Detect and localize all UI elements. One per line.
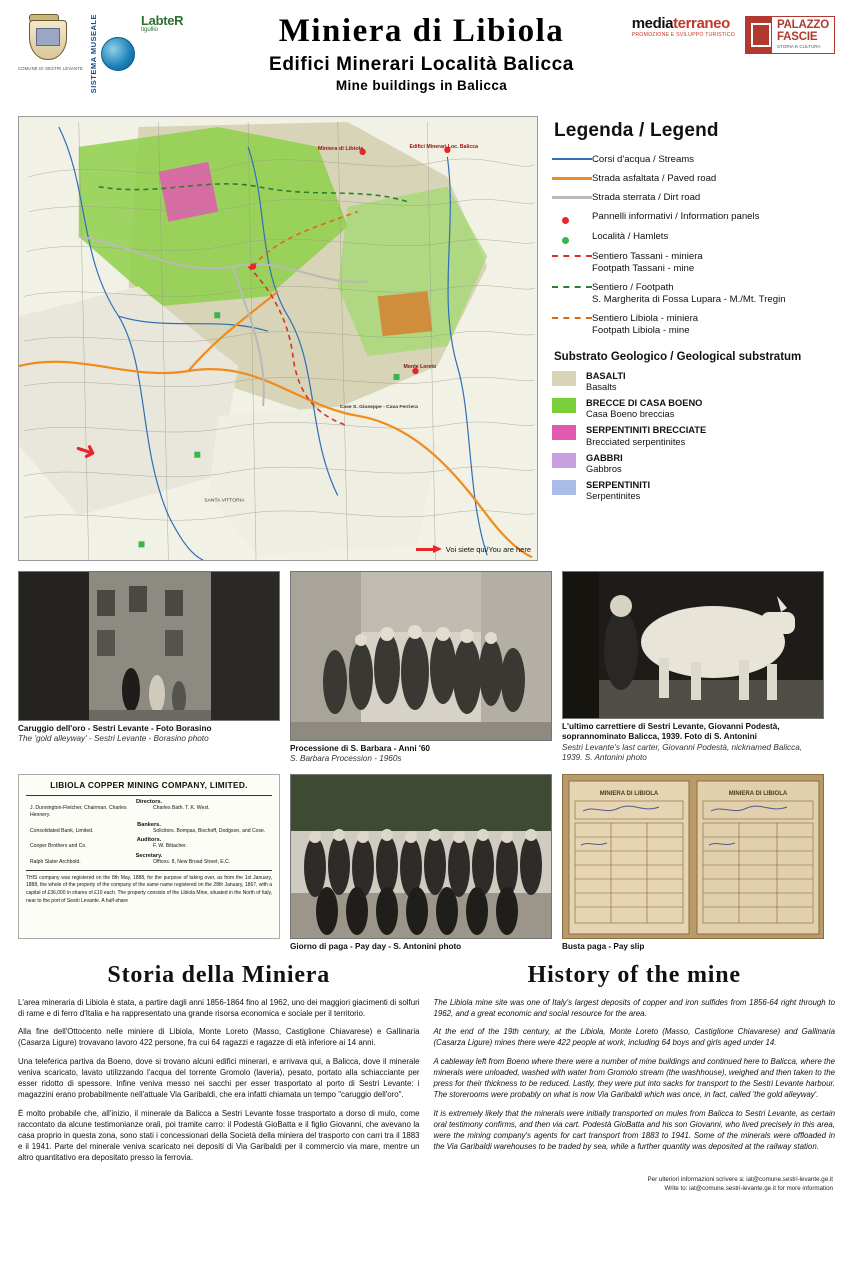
geo-swatch	[552, 453, 576, 468]
legend-item-paved-road	[552, 173, 835, 185]
photo-ultimo-carrettiere	[562, 571, 824, 765]
legend-label: Pannelli informativi / Information panels	[592, 210, 760, 222]
map-graphic	[19, 117, 537, 560]
mediaterraneo-tagline: PROMOZIONE E SVILUPPO TURISTICO	[631, 32, 735, 38]
labter-sublabel: tigullio	[141, 27, 159, 33]
palazzo-fascie-logo	[745, 16, 835, 54]
document-cell: F. W. Bittacher.	[153, 843, 187, 850]
history-paragraph: Una teleferica partiva da Boeno, dove si trovano alcuni edifici minerari, e arrivava qui, a Balicca, dove il minerale veniva scaricato, lavato utilizzando l'acqua del torrente Gromolo (laveria), pesato, portato alla schiacciante per esser ridotto di spessore. Infine veniva messo nei sacchi per esser trasportato al porto di Sestri Levante: i magazzini erano probabilmente nell'attuale Via Garibaldi, che era infatti chiamata un tempo "caruggio dell'oro".	[18, 1056, 420, 1100]
svg-text:MINIERA DI LIBIOLA: MINIERA DI LIBIOLA	[728, 790, 788, 797]
subtitle-italian: Edifici Minerari Località Balicca	[269, 53, 574, 75]
geo-label-it: BASALTI	[586, 370, 626, 381]
photo-row-top	[18, 571, 835, 765]
legend-label-it: Sentiero / Footpath	[592, 281, 674, 293]
geo-swatch	[552, 398, 576, 413]
palazzo-line1: PALAZZO	[776, 19, 829, 31]
caption-en: The 'gold alleyway' - Sestri Levante - Borasino photo	[18, 734, 209, 744]
geo-item-serpentinites	[552, 480, 835, 502]
document-cell: Cooper Brothers and Co.	[30, 843, 87, 850]
you-are-here-label: Voi siete qui/You are here	[445, 545, 531, 554]
geo-item-boeno-breccias	[552, 398, 835, 420]
poster-header	[18, 0, 835, 110]
globe-icon	[101, 37, 135, 71]
svg-text:Miniera di Libiola: Miniera di Libiola	[317, 145, 364, 152]
legend-label-it: Sentiero Libiola - miniera	[592, 312, 699, 324]
building-icon	[746, 17, 772, 53]
geo-item-gabbros	[552, 453, 835, 475]
history-section	[18, 960, 835, 1171]
geo-item-basalts	[552, 371, 835, 393]
mediaterraneo-logo	[632, 16, 735, 38]
geo-swatch	[552, 480, 576, 495]
caption-it: Busta paga - Pay slip	[562, 941, 645, 951]
caption-en: S. Barbara Procession - 1960s	[290, 754, 402, 764]
geo-label-en: Gabbros	[586, 463, 622, 474]
photo-giorno-di-paga	[290, 774, 552, 952]
palazzo-line2: FASCIE	[776, 30, 818, 43]
photo-caption	[562, 942, 824, 952]
photo-processione-s-barbara	[290, 571, 552, 765]
red-dashed-line-icon	[552, 251, 592, 257]
sistema-museale-logo	[89, 14, 135, 93]
photo-busta-paga	[562, 774, 824, 952]
legend-item-footpath-tassani	[552, 251, 835, 275]
geo-label-en: Serpentinites	[586, 491, 641, 502]
footer-line-en: Write to: iat@comune.sestri-levante.ge.it for more information	[664, 1184, 833, 1192]
photo-caption	[290, 744, 552, 765]
topographic-map	[18, 116, 538, 561]
svg-text:SANTA VITTORIA: SANTA VITTORIA	[204, 497, 245, 504]
svg-text:Monte Loreto: Monte Loreto	[403, 364, 437, 371]
history-column-english	[434, 960, 836, 1171]
legend-label-en: S. Margherita di Fossa Lupara - M./Mt. Tregin	[592, 293, 786, 305]
geo-label-en: Casa Boeno breccias	[586, 409, 675, 420]
document-scan	[18, 774, 280, 939]
document-cell: Charles Bath. T. K. West.	[153, 804, 210, 811]
document-section-head: Bankers.	[137, 821, 161, 828]
history-paragraph: At the end of the 19th century, at the Libiola, Monte Loreto (Masso, Castiglione Chiavarese) and Gallinaria (Casarza Ligure) mines there were 422 people at work, including 64 boys and girls aged under 14.	[433, 1027, 835, 1048]
document-cell: Solicitors. Bompas, Bischoff, Dodgson, and Coxe.	[153, 827, 266, 834]
document-cell: Consolidated Bank, Limited.	[30, 827, 94, 834]
document-libiola-copper-mining	[18, 774, 280, 939]
photo-row-bottom	[18, 774, 835, 952]
procession-photo-graphic	[291, 572, 552, 741]
caption-en: Sestri Levante's last carter, Giovanni Podestà, nicknamed Balicca, 1939. S. Antonini photo	[562, 742, 803, 762]
document-section-head: Directors.	[135, 798, 163, 805]
you-are-here-marker	[416, 545, 531, 554]
photo-caption	[18, 724, 280, 745]
document-cell: Ralph Slater Archbold.	[30, 859, 81, 866]
document-cell: J. Dunnington-Fletcher, Chairman. Charles Hennery.	[30, 804, 127, 819]
geo-label-en: Brecciated serpentinites	[586, 436, 686, 447]
svg-text:Edifici Minerari Loc. Balicca: Edifici Minerari Loc. Balicca	[409, 143, 478, 150]
green-dashed-line-icon	[552, 282, 592, 288]
caption-it: Caruggio dell'oro - Sestri Levante - Foto Borasino	[18, 724, 212, 733]
geo-label-it: GABBRI	[586, 452, 623, 463]
photo-image	[290, 774, 552, 939]
geo-label-en: Basalts	[586, 382, 617, 393]
geology-legend-title: Substrato Geologico / Geological substratum	[554, 350, 802, 363]
photo-image	[562, 774, 824, 939]
photo-caption	[562, 722, 824, 763]
alley-photo-graphic	[19, 572, 280, 721]
photo-image	[290, 571, 552, 741]
legend-label: Strada sterrata / Dirt road	[592, 191, 701, 203]
legend-label: Località / Hamlets	[592, 230, 669, 242]
legend-item-footpath-margherita	[552, 282, 835, 306]
svg-text:Case S. Giuseppe - Cava Ferrie: Case S. Giuseppe - Cava Ferriera	[339, 403, 418, 410]
history-paragraph: È molto probabile che, all'inizio, il minerale da Balicca a Sestri Levante fosse trasportato a dorso di mulo, come raccontato da alcune testimonianze orali, poi tramite carro: il Podestà GioBatta e il figlio Giovanni, che avevano la casa proprio in questa zona, sono stati i concessionari della Società della miniera del trasporto con carri tra il 1883 e il 1941. Parte del minerale veniva scaricato nei depositi di Via Garibaldi per il commercio via mare, mentre un altro quantitativo era depositato presso la ferrovia.	[18, 1108, 420, 1163]
legend-panel	[548, 116, 835, 561]
legend-title: Legenda / Legend	[554, 120, 719, 141]
red-dot-icon	[552, 211, 592, 224]
mediaterraneo-part1: media	[631, 15, 674, 32]
dirt-road-line-icon	[552, 192, 592, 199]
orange-dashed-line-icon	[552, 313, 592, 319]
svg-text:MINIERA DI LIBIOLA: MINIERA DI LIBIOLA	[599, 790, 659, 797]
caption-it: Processione di S. Barbara - Anni '60	[290, 744, 430, 753]
photo-caption	[290, 942, 552, 952]
document-section-head: Auditors.	[136, 837, 162, 844]
legend-item-info-panels	[552, 211, 835, 224]
history-title-en: History of the mine	[527, 961, 741, 988]
history-title-it: Storia della Miniera	[107, 961, 331, 988]
carter-horse-photo-graphic	[563, 572, 824, 719]
title-block	[218, 12, 625, 93]
footer-line-it: Per ulteriori informazioni scrivere a: iat@comune.sestri-levante.ge.it	[647, 1175, 833, 1183]
legend-label: Corsi d'acqua / Streams	[592, 154, 695, 165]
history-paragraph: It is extremely likely that the minerals were initially transported on mules from Balicca to Sestri Levante, as certain oral testimony confirms, and then via cart. Podestà GioBatta and his son Giovanni, who lived precisely in this area, were the mining company's agents for cart transport from 1883 to 1941. Some of the minerals were offloaded in the Via Garibaldi warehouses to be traded by sea, while a further quantity was deposited at the railway station.	[433, 1108, 835, 1152]
subtitle-english: Mine buildings in Balicca	[335, 77, 508, 93]
payday-group-photo-graphic	[291, 775, 552, 939]
legend-label-en: Footpath Tassani - mine	[592, 262, 695, 274]
history-paragraph: The Libiola mine site was one of Italy's largest deposits of copper and iron sulfides from 1856-64 right through to 1962, and a great economic and social resource for the area.	[433, 997, 835, 1018]
crest-icon	[29, 14, 73, 66]
location-arrow-icon: ➜	[71, 432, 102, 468]
photo-image	[562, 571, 824, 719]
legend-label: Strada asfaltata / Paved road	[592, 172, 717, 184]
arrow-right-icon	[416, 545, 442, 554]
page-title: Miniera di Libiola	[278, 13, 565, 49]
sistema-museale-label: SISTEMA MUSEALE	[89, 14, 98, 94]
photo-caruggio-delloro	[18, 571, 280, 765]
palazzo-line3: STORIA E CULTURA	[776, 44, 821, 49]
geo-swatch	[552, 425, 576, 440]
document-title: LIBIOLA COPPER MINING COMPANY, LIMITED.	[50, 779, 248, 790]
geo-label-it: SERPENTINITI BRECCIATE	[586, 425, 707, 436]
right-logo-group	[625, 12, 835, 54]
legend-label-it: Sentiero Tassani - miniera	[592, 250, 703, 262]
geo-label-it: SERPENTINITI	[586, 480, 651, 491]
geo-label-it: BRECCE DI CASA BOENO	[586, 398, 703, 409]
document-body: THIS company was registered on the 8th May, 1888, for the purpose of taking over, as from the 1st January, 1888, the whole of the property of the company of the same name registered on the 28th January, 1867, with a capital of £36,000 in shares of £10 each. The property consists of the Libiola Mine, situated in the North of Italy, near to the port of Sestri Levante. A half-share	[26, 874, 272, 904]
labter-label: LabteR	[141, 13, 184, 28]
document-cell: Offices. 8, New Broad Street, E.C.	[153, 859, 231, 866]
pay-slip-scan-graphic	[563, 775, 824, 939]
map-and-legend-section	[18, 116, 835, 561]
history-paragraph: Alla fine dell'Ottocento nelle miniere di Libiola, Monte Loreto (Masso, Castiglione Chiavarese) e Gallinaria (Casarza Ligure) trovavano lavoro 422 persone, fra cui 64 ragazzi e ragazze di età inferiore ai 14 anni.	[18, 1027, 420, 1048]
history-column-italian	[18, 960, 420, 1171]
geo-swatch	[552, 371, 576, 386]
footer-contact	[18, 1175, 835, 1194]
history-paragraph: L'area mineraria di Libiola è stata, a partire dagli anni 1856-1864 fino al 1962, uno dei maggiori giacimenti di solfuri di rame e di ferro d'Italia e ha rappresentato una grande risorsa economica e sociale per il territorio.	[18, 997, 420, 1018]
mediaterraneo-part2: terraneo	[673, 15, 730, 32]
stream-line-icon	[552, 154, 592, 160]
paved-road-line-icon	[552, 173, 592, 180]
history-paragraph: A cableway left from Boeno where there were a number of mine buildings and continued here to Balicca, where the minerals were unloaded, washed with water from Gromolo stream (the washhouse), weighed and then taken to the press for their thickness to be reduced. Lastly, they were put into sacks for transport to the Sestri Levante harbour. The storerooms were probably on what is now Via Garibaldi which was once, in fact, called 'the gold alleyway'.	[433, 1056, 835, 1100]
caption-it: L'ultimo carrettiere di Sestri Levante, Giovanni Podestà, soprannominato Balicca, 1939. Foto di S. Antonini	[562, 722, 780, 742]
labter-logo	[141, 14, 183, 33]
left-logo-group	[18, 12, 218, 93]
green-dot-icon	[552, 231, 592, 244]
municipal-crest-logo	[18, 14, 83, 71]
caption-it: Giorno di paga - Pay day - S. Antonini photo	[290, 941, 462, 951]
legend-item-hamlets	[552, 231, 835, 244]
legend-item-streams	[552, 154, 835, 166]
crest-caption: COMUNE DI SESTRI LEVANTE	[18, 66, 83, 71]
legend-item-footpath-libiola	[552, 313, 835, 337]
geo-item-brecciated-serpentinites	[552, 425, 835, 447]
legend-item-dirt-road	[552, 192, 835, 204]
legend-label-en: Footpath Libiola - mine	[592, 324, 690, 336]
document-section-head: Secretary.	[135, 853, 163, 860]
photo-image	[18, 571, 280, 721]
